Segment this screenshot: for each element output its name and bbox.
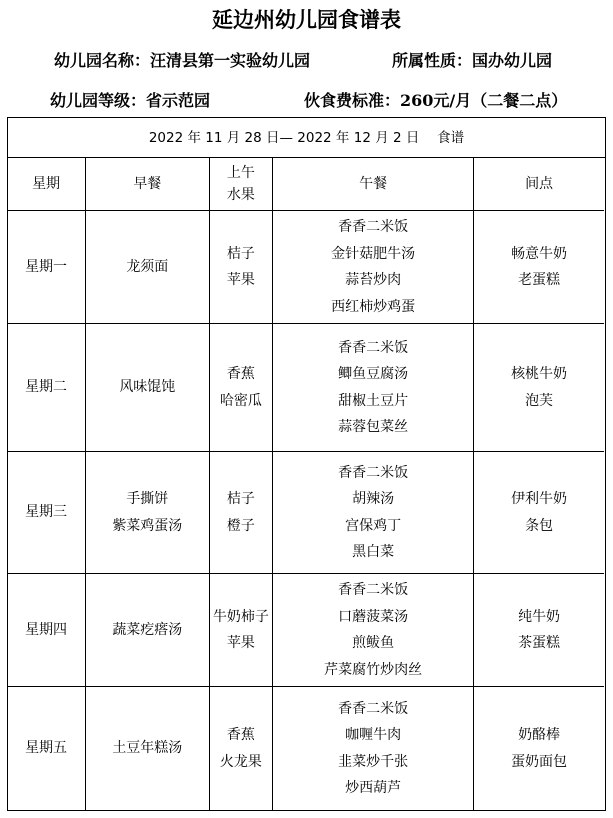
header-fruit-line2: 水果 xyxy=(226,187,255,203)
menu-item: 蛋奶面包 xyxy=(511,753,568,770)
menu-item: 手撕饼 xyxy=(126,491,169,507)
menu-item: 条包 xyxy=(525,517,554,534)
menu-item: 泡芙 xyxy=(525,392,554,409)
lunch-cell xyxy=(273,574,474,687)
breakfast-cell xyxy=(86,574,209,687)
menu-item: 鲫鱼豆腐汤 xyxy=(338,366,409,382)
menu-item: 纯牛奶 xyxy=(518,608,561,625)
menu-item: 核桃牛奶 xyxy=(511,366,568,382)
page-title: 延边州幼儿园食谱表 xyxy=(212,7,401,32)
header-day: 星期 xyxy=(7,158,86,211)
day-cell: 星期二 xyxy=(7,324,86,452)
fruit-cell xyxy=(209,452,273,574)
menu-item: 蔬菜疙瘩汤 xyxy=(112,621,183,638)
breakfast-cell xyxy=(86,324,209,452)
menu-item: 韭菜炒千张 xyxy=(338,753,409,770)
snack-cell xyxy=(474,687,604,811)
menu-item: 香香二米饭 xyxy=(338,339,409,356)
ownership-type: 所属性质：国办幼儿园 xyxy=(392,51,553,70)
menu-item: 龙须面 xyxy=(126,258,169,275)
kindergarten-level: 幼儿园等级：省示范园 xyxy=(50,91,211,110)
menu-item: 蒜蓉包菜丝 xyxy=(338,419,409,435)
breakfast-cell xyxy=(86,211,209,324)
menu-item: 哈密瓜 xyxy=(219,392,262,409)
lunch-cell xyxy=(273,687,474,811)
day-cell: 星期一 xyxy=(7,211,86,324)
menu-item: 煎鲅鱼 xyxy=(352,635,395,651)
menu-item: 香蕉 xyxy=(226,727,255,743)
table-row xyxy=(7,574,604,687)
menu-item: 香香二米饭 xyxy=(338,219,409,235)
menu-item: 苹果 xyxy=(226,635,255,651)
fruit-cell xyxy=(209,324,273,452)
menu-item: 口蘑菠菜汤 xyxy=(338,608,409,625)
menu-item: 苹果 xyxy=(226,272,255,288)
menu-item: 火龙果 xyxy=(219,753,262,770)
menu-item: 香香二米饭 xyxy=(338,700,409,717)
menu-item: 紫菜鸡蛋汤 xyxy=(112,517,183,534)
lunch-cell xyxy=(273,324,474,452)
day-cell: 星期五 xyxy=(7,687,86,811)
menu-item: 咖喱牛肉 xyxy=(345,727,402,743)
header-fruit-line1: 上午 xyxy=(226,165,255,181)
menu-item: 畅意牛奶 xyxy=(511,245,568,262)
menu-item: 西红柿炒鸡蛋 xyxy=(331,298,416,315)
meal-fee-standard: 伙食费标准：260元/月（二餐二点） xyxy=(304,91,568,110)
menu-item: 茶蛋糕 xyxy=(518,635,561,651)
menu-item: 甜椒土豆片 xyxy=(338,392,409,409)
breakfast-cell xyxy=(86,452,209,574)
menu-item: 蒜苔炒肉 xyxy=(345,272,402,288)
breakfast-cell xyxy=(86,687,209,811)
menu-item: 炒西葫芦 xyxy=(345,780,402,796)
menu-item: 伊利牛奶 xyxy=(511,491,568,507)
menu-item: 芹菜腐竹炒肉丝 xyxy=(324,661,423,678)
lunch-cell xyxy=(273,452,474,574)
kindergarten-name: 幼儿园名称：汪清县第一实验幼儿园 xyxy=(54,51,311,70)
menu-item: 老蛋糕 xyxy=(518,272,561,288)
menu-item: 桔子 xyxy=(226,491,255,507)
header-breakfast: 早餐 xyxy=(86,158,209,211)
header-lunch: 午餐 xyxy=(273,158,474,211)
menu-item: 香蕉 xyxy=(226,366,255,382)
menu-item: 黑白菜 xyxy=(352,544,395,560)
header-snack: 间点 xyxy=(474,158,604,211)
menu-item: 土豆年糕汤 xyxy=(112,740,183,757)
table-row xyxy=(7,211,604,324)
menu-item: 胡辣汤 xyxy=(352,491,395,507)
menu-item: 香香二米饭 xyxy=(338,582,409,598)
snack-cell xyxy=(474,211,604,324)
menu-item: 橙子 xyxy=(226,517,255,534)
header-morning-fruit xyxy=(209,158,273,211)
snack-cell xyxy=(474,324,604,452)
date-range: 2022 年 11 月 28 日— 2022 年 12 月 2 日 食谱 xyxy=(8,118,605,158)
menu-item: 宫保鸡丁 xyxy=(345,517,402,534)
header-row xyxy=(7,158,604,211)
table-row xyxy=(7,324,604,452)
menu-item: 桔子 xyxy=(226,245,255,262)
menu-table xyxy=(7,158,604,810)
menu-item: 奶酪棒 xyxy=(518,727,561,743)
fruit-cell xyxy=(209,574,273,687)
fruit-cell xyxy=(209,211,273,324)
day-cell: 星期四 xyxy=(7,574,86,687)
menu-table-frame xyxy=(7,117,606,811)
menu-item: 牛奶柿子 xyxy=(212,608,269,625)
lunch-cell xyxy=(273,211,474,324)
menu-item: 金针菇肥牛汤 xyxy=(331,245,416,262)
menu-item: 香香二米饭 xyxy=(338,464,409,481)
table-row xyxy=(7,687,604,811)
table-row xyxy=(7,452,604,574)
snack-cell xyxy=(474,452,604,574)
menu-item: 风味馄饨 xyxy=(119,379,176,396)
fruit-cell xyxy=(209,687,273,811)
day-cell: 星期三 xyxy=(7,452,86,574)
snack-cell xyxy=(474,574,604,687)
